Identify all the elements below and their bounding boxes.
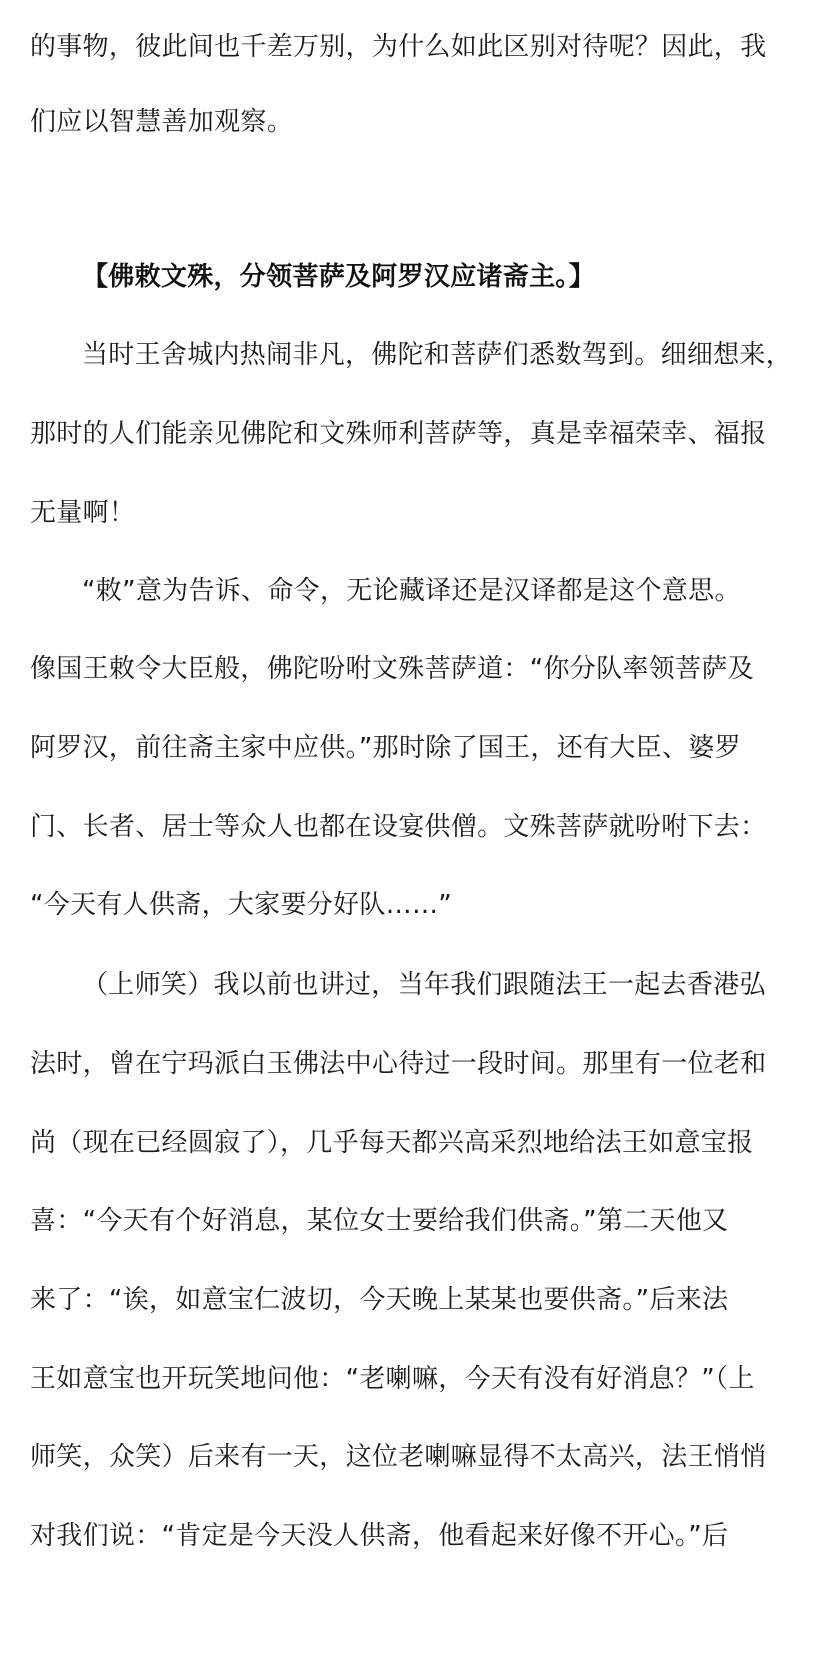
text-line: 阿罗汉，前往斋主家中应供。”那时除了国王，还有大臣、婆罗 xyxy=(30,733,741,763)
text-line: 门、长者、居士等众人也都在设宴供僧。文殊菩萨就吩咐下去： xyxy=(30,812,767,842)
text-line: 师笑，众笑）后来有一天，这位老喇嘛显得不太高兴，法王悄悄 xyxy=(30,1442,767,1472)
text-line: 那时的人们能亲见佛陀和文殊师利菩萨等，真是幸福荣幸、福报 xyxy=(30,419,767,449)
text-line: （上师笑）我以前也讲过，当年我们跟随法王一起去香港弘 xyxy=(82,970,766,1000)
text-line: 来了：“诶，如意宝仁波切，今天晚上某某也要供斋。”后来法 xyxy=(30,1285,729,1315)
text-line: “敕”意为告诉、命令，无论藏译还是汉译都是这个意思。 xyxy=(82,576,741,606)
text-line: 对我们说：“肯定是今天没人供斋，他看起来好像不开心。”后 xyxy=(30,1521,729,1551)
text-line: 像国王敕令大臣般，佛陀吩咐文殊菩萨道：“你分队率领菩萨及 xyxy=(30,654,754,684)
text-line: 法时，曾在宁玛派白玉佛法中心待过一段时间。那里有一位老和 xyxy=(30,1049,767,1079)
text-line: 当时王舍城内热闹非凡，佛陀和菩萨们悉数驾到。细细想来， xyxy=(82,340,793,370)
text-line: 尚（现在已经圆寂了），几乎每天都兴高采烈地给法王如意宝报 xyxy=(30,1128,754,1158)
text-line: 们应以智慧善加观察。 xyxy=(30,107,294,137)
text-line: 王如意宝也开玩笑地问他：“老喇嘛，今天有没有好消息？”（上 xyxy=(30,1364,755,1394)
text-line: 的事物，彼此间也千差万别，为什么如此区别对待呢？因此，我 xyxy=(30,32,767,62)
section-heading: 【佛敕文殊，分领菩萨及阿罗汉应诸斋主。】 xyxy=(82,262,596,292)
text-line: 喜：“今天有个好消息，某位女士要给我们供斋。”第二天他又 xyxy=(30,1206,729,1236)
text-line: 无量啊！ xyxy=(30,498,136,528)
text-line: “今天有人供斋，大家要分好队……” xyxy=(30,890,453,920)
